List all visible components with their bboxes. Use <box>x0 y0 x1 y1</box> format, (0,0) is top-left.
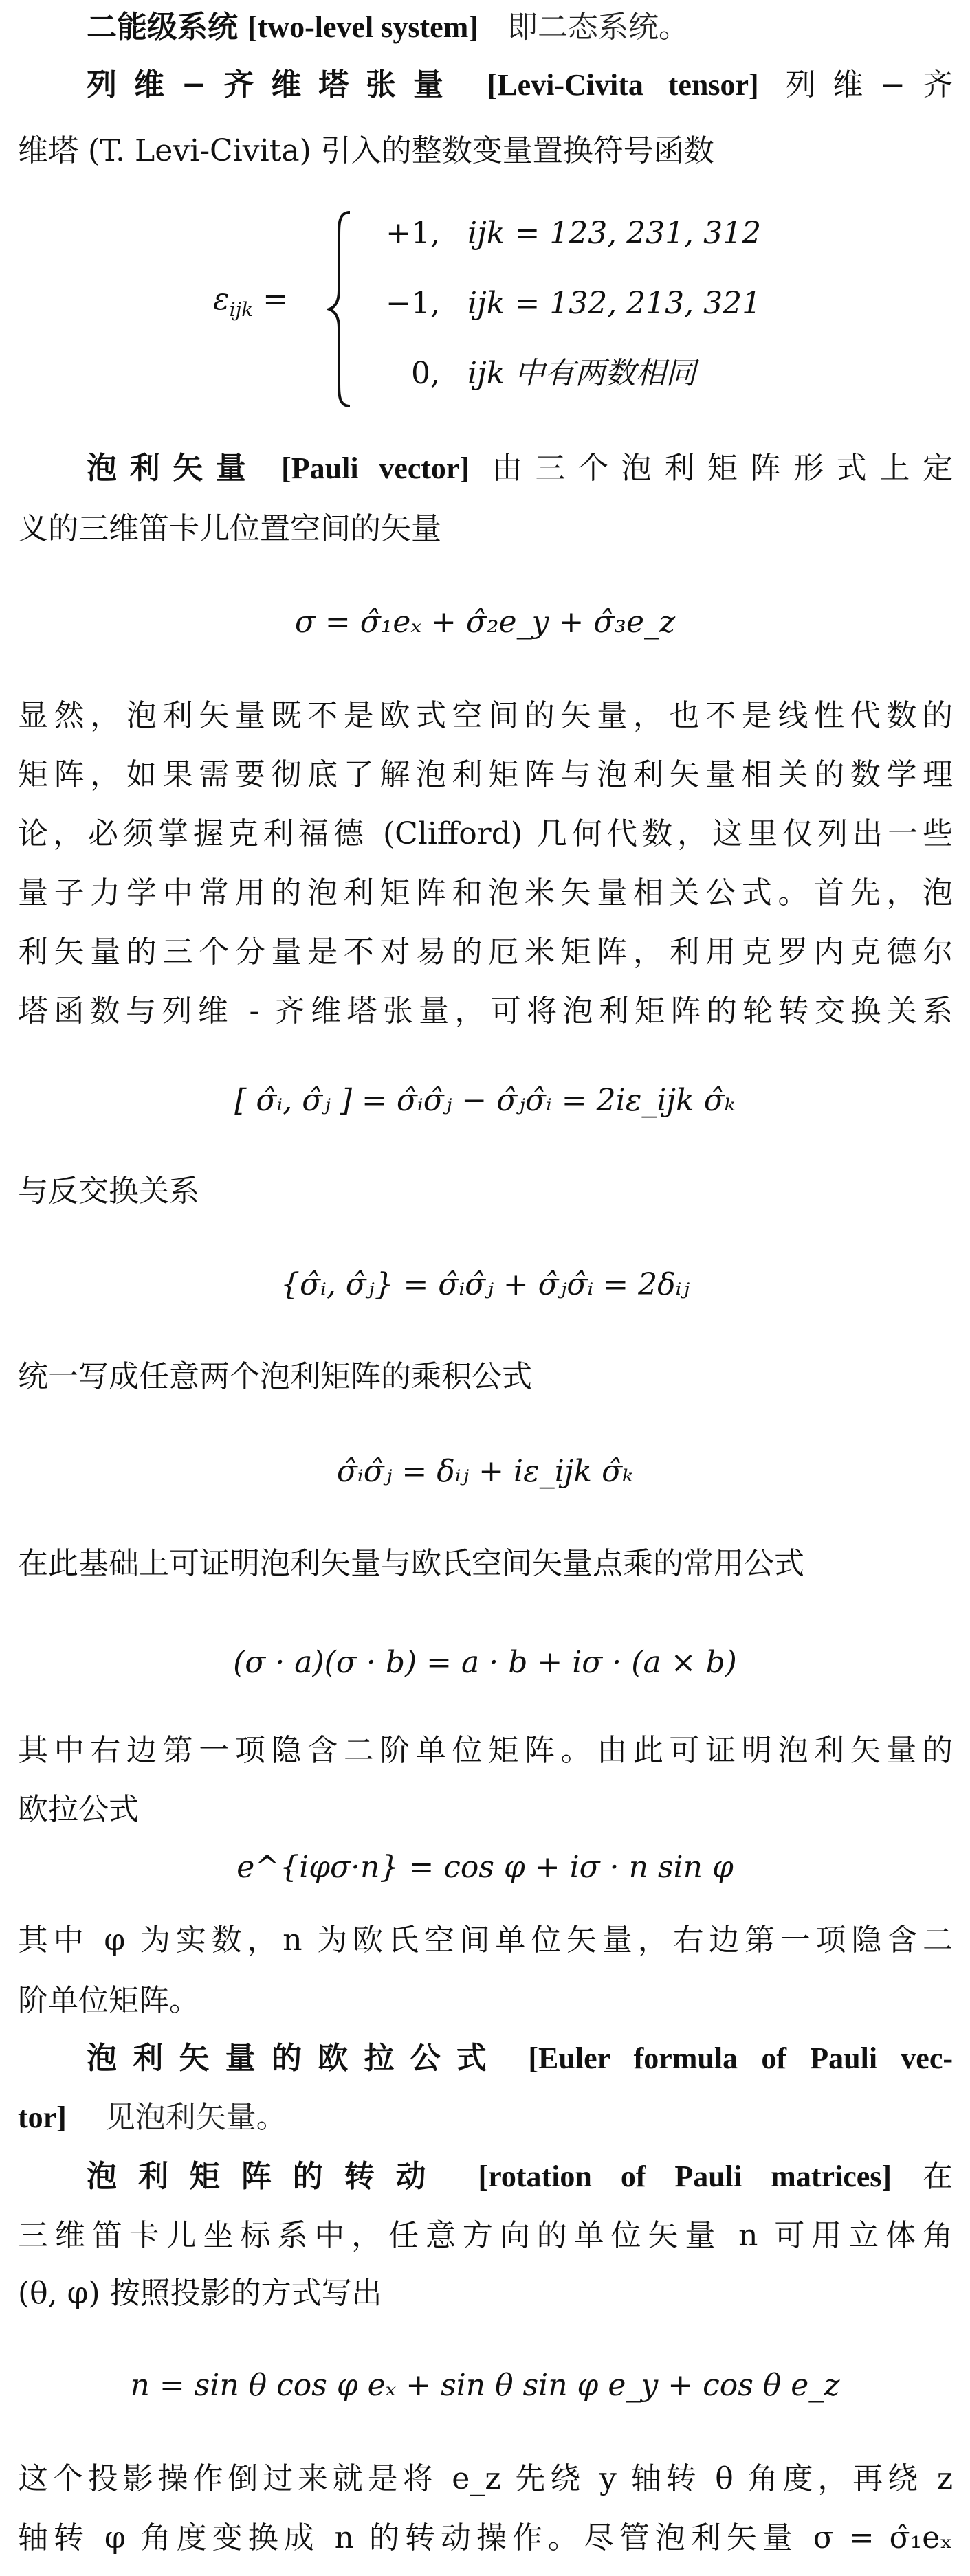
entry-two-level-system <box>87 5 953 49</box>
left-brace-icon <box>327 210 354 409</box>
case-condition: ijk 中有两数相同 <box>467 356 696 391</box>
body-line: 塔函数与列维 - 齐维塔张量，可将泡利矩阵的轮转交换关系 <box>18 994 953 1029</box>
body-line: 矩阵，如果需要彻底了解泡利矩阵与泡利矢量相关的数学理 <box>18 757 953 792</box>
case-condition: ijk = 123, 231, 312 <box>467 216 762 251</box>
case-condition: ijk = 132, 213, 321 <box>467 286 762 321</box>
definition-start: 在 <box>923 2159 953 2194</box>
body-line: 显然，泡利矢量既不是欧式空间的矢量，也不是线性代数的 <box>18 698 953 733</box>
equation-commutator: [ σ̂ᵢ, σ̂ⱼ ] = σ̂ᵢσ̂ⱼ − σ̂ⱼσ̂ᵢ = 2iε_ijk σ̂ₖ <box>234 1083 736 1118</box>
body-line: 利矢量的三个分量是不对易的厄米矩阵，利用克罗内克德尔 <box>18 934 953 970</box>
cross-reference: 见泡利矢量。 <box>104 2100 287 2135</box>
body-line: 统一写成任意两个泡利矩阵的乘积公式 <box>18 1359 532 1394</box>
entry-pauli-rotation <box>87 2155 953 2199</box>
body-line: (θ, φ) 按照投影的方式写出 <box>18 2276 382 2311</box>
headword: 泡利矢量 <box>87 451 259 486</box>
equation-dot-product: (σ · a)(σ · b) = a · b + iσ · (a × b) <box>233 1645 737 1680</box>
english-term: [Levi-Civita tensor] <box>487 68 759 102</box>
body-line: 与反交换关系 <box>18 1174 199 1209</box>
body-line: 这个投影操作倒过来就是将 e_z 先绕 y 轴转 θ 角度，再绕 z <box>18 2461 953 2496</box>
english-term: [two-level system] <box>247 10 478 44</box>
definition-start: 由三个泡利矩阵形式上定 <box>492 451 954 486</box>
entry-levi-civita <box>87 63 953 107</box>
headword: 泡利矢量的欧拉公式 <box>87 2041 503 2076</box>
english-term-cont: tor] <box>18 2101 67 2134</box>
headword: 二能级系统 <box>87 10 238 45</box>
headword: 列维−齐维塔张量 <box>87 67 461 102</box>
equation-unit-vector-n: n = sin θ cos φ eₓ + sin θ sin φ e_y + cos θ e_z <box>130 2368 840 2403</box>
body-line: 其中右边第一项隐含二阶单位矩阵。由此可证明泡利矢量的 <box>18 1733 953 1768</box>
body-line: 三维笛卡儿坐标系中，任意方向的单位矢量 n 可用立体角 <box>18 2218 953 2253</box>
body-line: 欧拉公式 <box>18 1792 139 1827</box>
body-line: 论，必须掌握克利福德 (Clifford) 几何代数，这里仅列出一些 <box>18 816 953 851</box>
equation-lhs: $\varepsilon_{ijk}$ = <box>213 282 289 321</box>
body-line: 义的三维笛卡儿位置空间的矢量 <box>18 511 441 546</box>
equation-euler: e^{iφσ·n} = cos φ + iσ · n sin φ <box>236 1850 734 1885</box>
levi-civita-definition-equation <box>0 206 970 412</box>
body-line: 其中 φ 为实数，n 为欧氏空间单位矢量，右边第一项隐含二 <box>18 1923 953 1958</box>
body-line: 维塔 (T. Levi-Civita) 引入的整数变量置换符号函数 <box>18 133 714 168</box>
entry-pauli-vector <box>87 447 953 491</box>
body-line: 轴转 φ 角度变换成 n 的转动操作。尽管泡利矢量 σ = σ̂₁eₓ <box>18 2520 953 2555</box>
definition-start: 列维−齐 <box>785 67 953 102</box>
equation-pauli-vector: σ = σ̂₁eₓ + σ̂₂e_y + σ̂₃e_z <box>294 605 676 640</box>
body-line: 量子力学中常用的泡利矩阵和泡米矢量相关公式。首先，泡 <box>18 875 953 910</box>
english-term: [Pauli vector] <box>281 451 470 485</box>
entry-pauli-euler <box>87 2037 953 2081</box>
equation-anticommutator: {σ̂ᵢ, σ̂ⱼ} = σ̂ᵢσ̂ⱼ + σ̂ⱼσ̂ᵢ = 2δᵢⱼ <box>280 1267 690 1302</box>
case-value: +1, <box>386 216 440 251</box>
case-value: −1, <box>386 286 440 321</box>
body-line: 在此基础上可证明泡利矢量与欧氏空间矢量点乘的常用公式 <box>18 1546 804 1581</box>
definition: 即二态系统。 <box>507 10 689 45</box>
headword: 泡利矩阵的转动 <box>87 2159 448 2194</box>
english-term: [rotation of Pauli matrices] <box>478 2160 892 2193</box>
case-value: 0, <box>411 356 440 391</box>
entry-pauli-euler-cont <box>18 2096 953 2140</box>
body-line: 阶单位矩阵。 <box>18 1983 199 2018</box>
english-term: [Euler formula of Pauli vec- <box>528 2041 953 2075</box>
equation-product: σ̂ᵢσ̂ⱼ = δᵢⱼ + iε_ijk σ̂ₖ <box>336 1454 634 1489</box>
